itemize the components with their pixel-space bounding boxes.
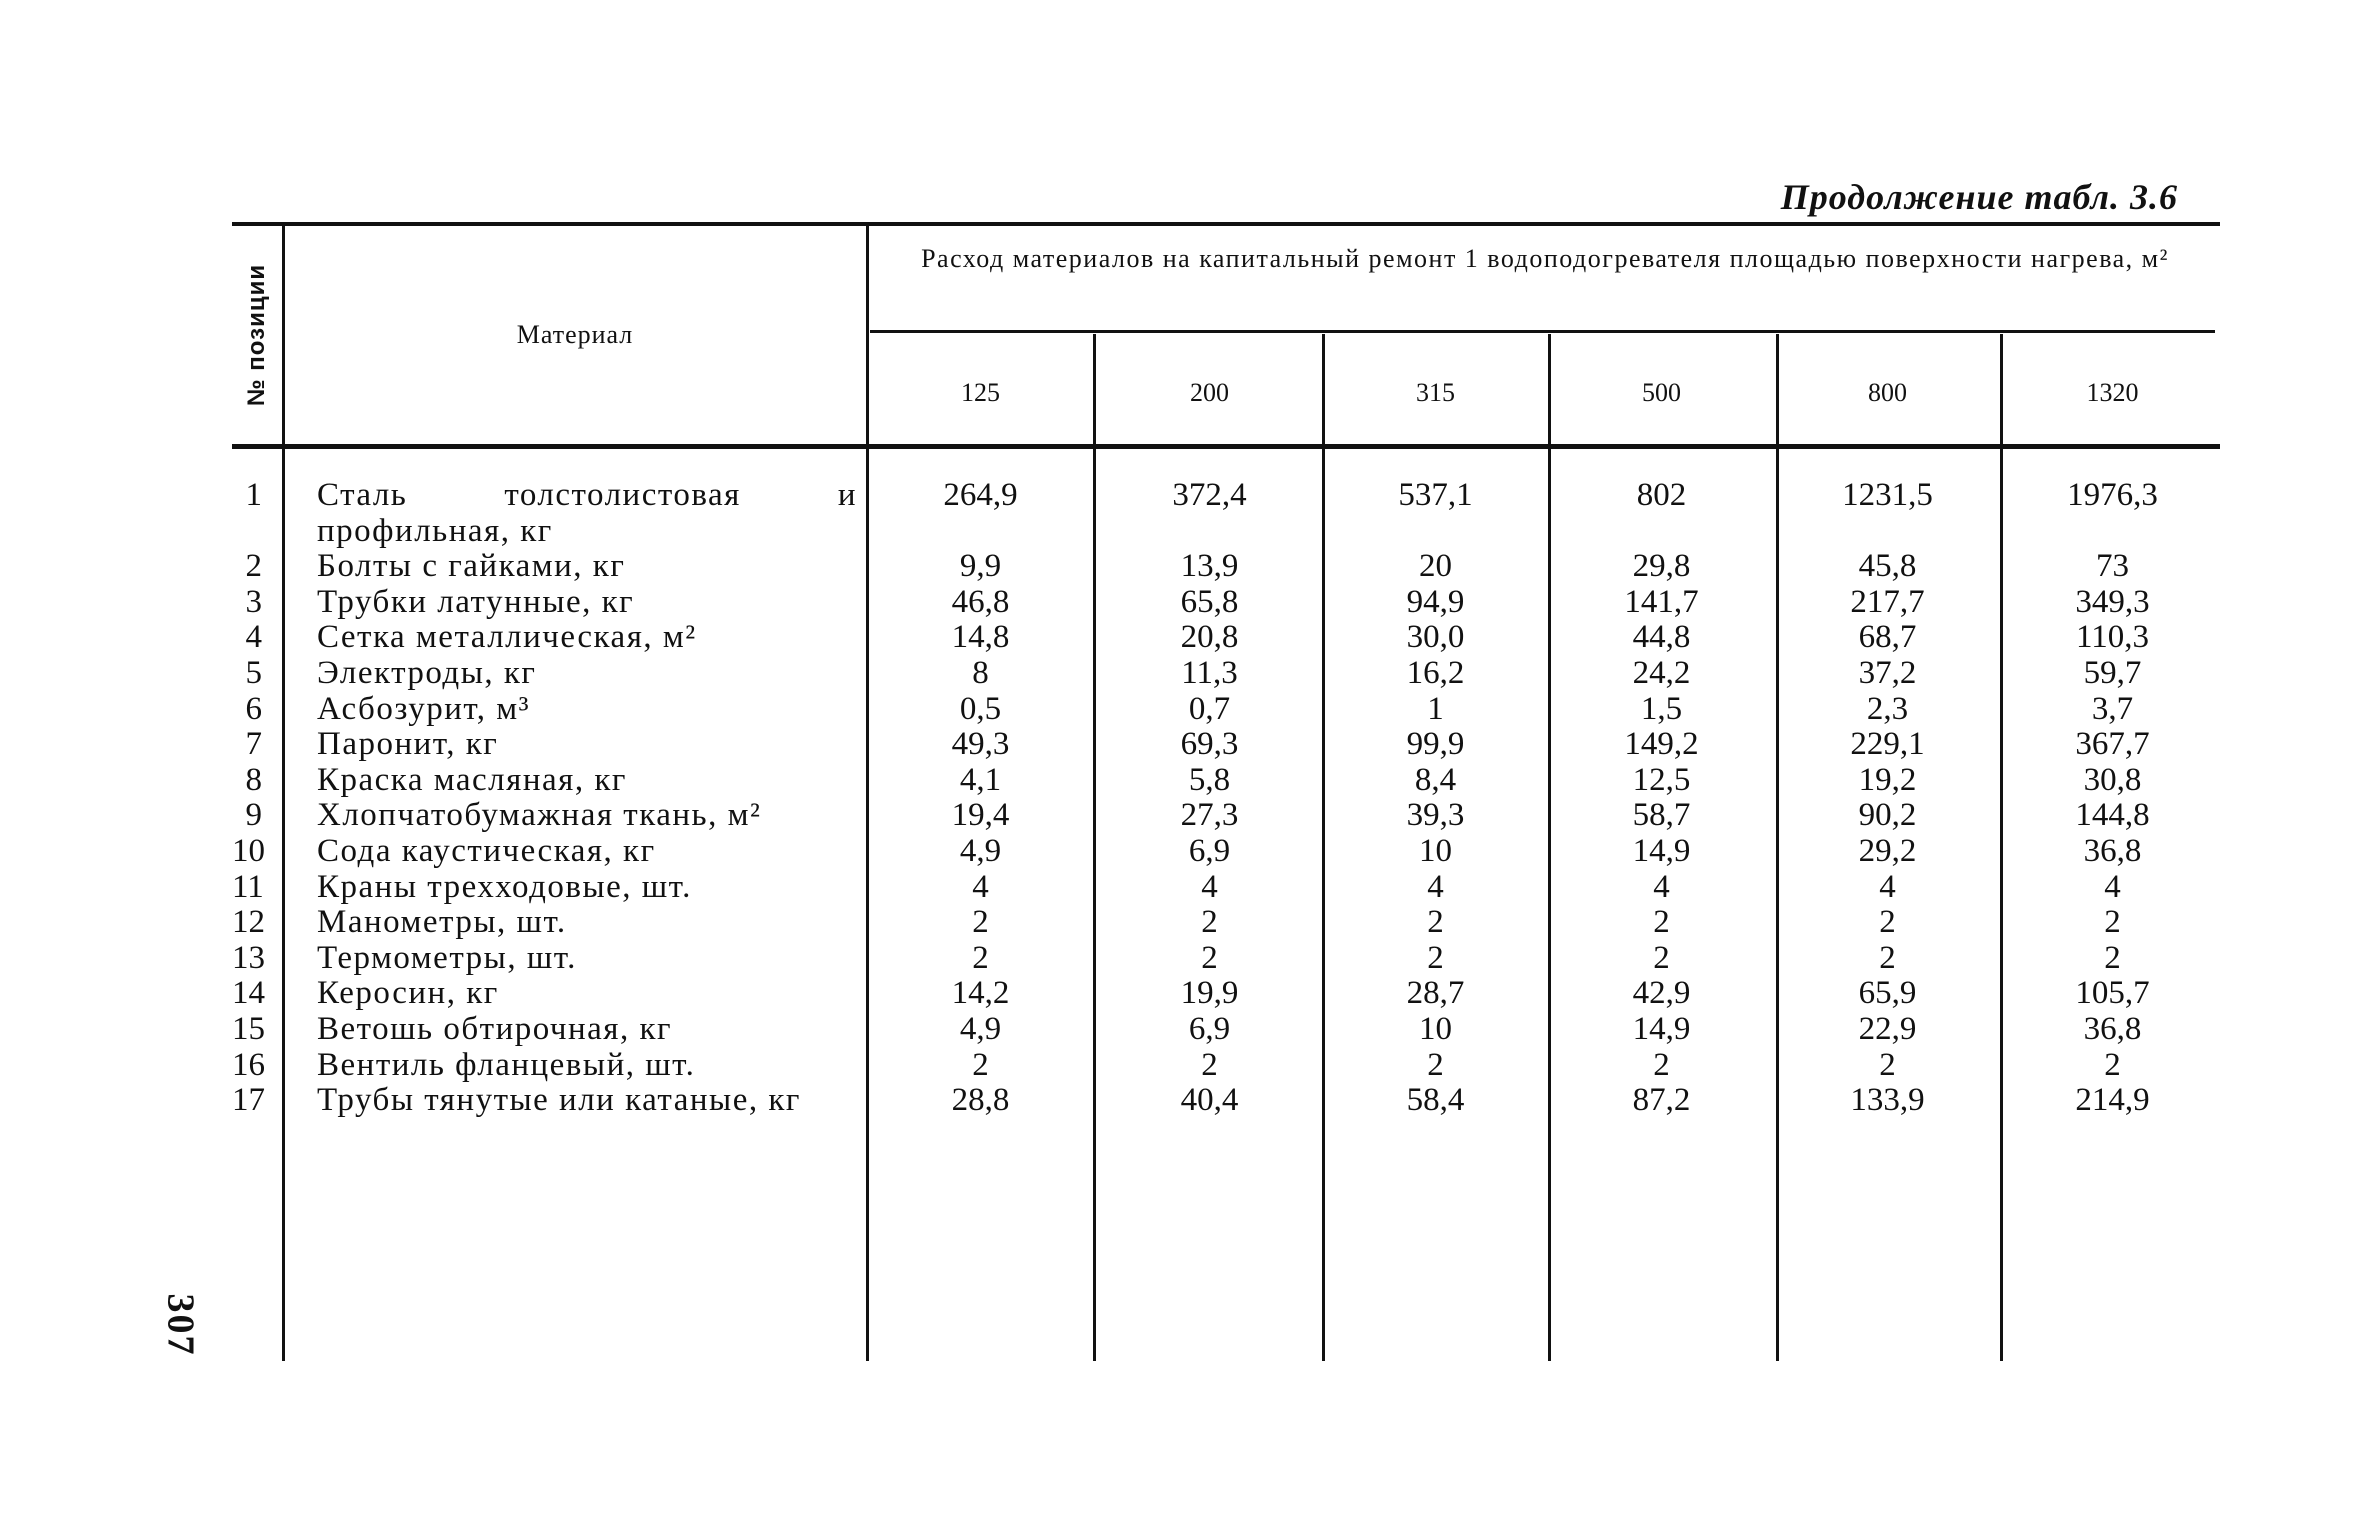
table-caption: Продолжение табл. 3.6 <box>1780 177 2178 217</box>
value-125: 46,8 <box>951 583 1010 620</box>
material-name: Вентиль фланцевый, шт. <box>317 1046 696 1083</box>
value-500: 149,2 <box>1624 726 1699 763</box>
row-number: 14 <box>232 975 265 1012</box>
position-column-header <box>232 226 282 444</box>
row-number: 6 <box>245 690 262 727</box>
row-number: 15 <box>232 1010 265 1047</box>
value-315: 94,9 <box>1406 583 1465 620</box>
value-125: 14,2 <box>951 975 1010 1012</box>
material-name: Электроды, кг <box>317 654 537 691</box>
value-1320: 367,7 <box>2075 726 2150 763</box>
value-315: 58,4 <box>1406 1082 1465 1119</box>
value-1320: 2 <box>2104 904 2121 941</box>
value-800: 217,7 <box>1850 583 1925 620</box>
row-number: 2 <box>245 548 262 585</box>
row-number: 11 <box>232 868 264 905</box>
page-number <box>140 1285 220 1365</box>
value-1320: 36,8 <box>2083 1010 2142 1047</box>
value-800: 4 <box>1879 868 1896 905</box>
value-315: 2 <box>1427 1046 1444 1083</box>
value-1320: 30,8 <box>2083 761 2142 798</box>
header-bottom-rule <box>232 444 2220 449</box>
value-315: 2 <box>1427 904 1444 941</box>
value-200: 65,8 <box>1180 583 1239 620</box>
value-1320: 349,3 <box>2075 583 2150 620</box>
value-800: 29,2 <box>1858 832 1917 869</box>
material-name: Ветошь обтирочная, кг <box>317 1010 673 1047</box>
value-500: 2 <box>1653 904 1670 941</box>
material-name: Сетка металлическая, м² <box>317 619 697 656</box>
value-500: 1,5 <box>1640 690 1683 727</box>
value-200: 0,7 <box>1188 690 1231 727</box>
value-500: 802 <box>1636 477 1687 513</box>
material-name: Манометры, шт. <box>317 904 567 941</box>
material-name: Асбозурит, м³ <box>317 690 531 727</box>
value-315: 537,1 <box>1398 477 1473 513</box>
material-name: Керосин, кг <box>317 975 499 1012</box>
value-200: 2 <box>1201 1046 1218 1083</box>
value-500: 4 <box>1653 868 1670 905</box>
value-315: 10 <box>1419 832 1452 869</box>
row-number: 17 <box>232 1082 265 1119</box>
value-125: 4,9 <box>959 1010 1002 1047</box>
row-number: 4 <box>245 619 262 656</box>
consumption-group-header: Расход материалов на капитальный ремонт 1 водоподогревателя площадью поверхности нагрева, м² <box>921 244 2169 273</box>
value-200: 20,8 <box>1180 619 1239 656</box>
value-125: 4,1 <box>959 761 1002 798</box>
value-200: 4 <box>1201 868 1218 905</box>
value-200: 40,4 <box>1180 1082 1239 1119</box>
row-number: 9 <box>245 797 262 834</box>
value-1320: 144,8 <box>2075 797 2150 834</box>
value-800: 65,9 <box>1858 975 1917 1012</box>
material-name: Паронит, кг <box>317 726 499 763</box>
row-number: 13 <box>232 939 265 976</box>
row-number: 7 <box>245 726 262 763</box>
value-200: 6,9 <box>1188 832 1231 869</box>
value-800: 229,1 <box>1850 726 1925 763</box>
value-500: 24,2 <box>1632 654 1691 691</box>
value-125: 2 <box>972 904 989 941</box>
value-500: 2 <box>1653 939 1670 976</box>
material-name: Хлопчатобумажная ткань, м² <box>317 797 762 834</box>
value-125: 9,9 <box>959 548 1002 585</box>
value-125: 28,8 <box>951 1082 1010 1119</box>
value-1320: 1976,3 <box>2067 477 2158 513</box>
value-1320: 2 <box>2104 939 2121 976</box>
position-header-label: № позиции <box>243 263 270 407</box>
value-800: 37,2 <box>1858 654 1917 691</box>
row-number: 8 <box>245 761 262 798</box>
row-number: 12 <box>232 904 265 941</box>
value-1320: 59,7 <box>2083 654 2142 691</box>
value-200: 2 <box>1201 904 1218 941</box>
value-200: 372,4 <box>1172 477 1247 513</box>
value-315: 99,9 <box>1406 726 1465 763</box>
value-500: 58,7 <box>1632 797 1691 834</box>
value-315: 10 <box>1419 1010 1452 1047</box>
row-number: 1 <box>245 477 262 513</box>
value-800: 2 <box>1879 1046 1896 1083</box>
material-name: Трубы тянутые или катаные, кг <box>317 1082 801 1119</box>
size-header-315: 315 <box>1416 378 1455 407</box>
value-1320: 105,7 <box>2075 975 2150 1012</box>
value-800: 2,3 <box>1866 690 1909 727</box>
value-200: 2 <box>1201 939 1218 976</box>
material-name: Сода каустическая, кг <box>317 832 656 869</box>
material-name: Болты с гайками, кг <box>317 548 626 585</box>
value-125: 4,9 <box>959 832 1002 869</box>
value-800: 22,9 <box>1858 1010 1917 1047</box>
value-1320: 36,8 <box>2083 832 2142 869</box>
material-name: Краны трехходовые, шт. <box>317 868 692 905</box>
value-500: 141,7 <box>1624 583 1699 620</box>
value-125: 8 <box>972 654 989 691</box>
size-header-500: 500 <box>1642 378 1681 407</box>
value-500: 14,9 <box>1632 1010 1691 1047</box>
value-200: 69,3 <box>1180 726 1239 763</box>
value-800: 90,2 <box>1858 797 1917 834</box>
value-1320: 73 <box>2096 548 2129 585</box>
value-200: 6,9 <box>1188 1010 1231 1047</box>
value-125: 49,3 <box>951 726 1010 763</box>
value-200: 27,3 <box>1180 797 1239 834</box>
value-200: 5,8 <box>1188 761 1231 798</box>
value-315: 39,3 <box>1406 797 1465 834</box>
value-500: 42,9 <box>1632 975 1691 1012</box>
value-200: 11,3 <box>1181 654 1238 691</box>
value-315: 4 <box>1427 868 1444 905</box>
column-divider <box>1093 334 1096 1361</box>
value-125: 0,5 <box>959 690 1002 727</box>
row-number: 3 <box>245 583 262 620</box>
row-number: 16 <box>232 1046 265 1083</box>
value-500: 12,5 <box>1632 761 1691 798</box>
value-500: 87,2 <box>1632 1082 1691 1119</box>
value-1320: 4 <box>2104 868 2121 905</box>
value-125: 19,4 <box>951 797 1010 834</box>
value-800: 133,9 <box>1850 1082 1925 1119</box>
value-315: 1 <box>1427 690 1444 727</box>
value-315: 30,0 <box>1406 619 1465 656</box>
material-name: Трубки латунные, кг <box>317 583 635 620</box>
value-315: 8,4 <box>1414 761 1457 798</box>
value-800: 68,7 <box>1858 619 1917 656</box>
value-800: 1231,5 <box>1842 477 1933 513</box>
value-500: 2 <box>1653 1046 1670 1083</box>
value-800: 45,8 <box>1858 548 1917 585</box>
value-800: 2 <box>1879 904 1896 941</box>
material-name: Краска масляная, кг <box>317 761 627 798</box>
value-125: 2 <box>972 939 989 976</box>
value-500: 14,9 <box>1632 832 1691 869</box>
value-315: 28,7 <box>1406 975 1465 1012</box>
value-1320: 110,3 <box>2075 619 2150 656</box>
value-315: 2 <box>1427 939 1444 976</box>
size-header-125: 125 <box>961 378 1000 407</box>
value-800: 19,2 <box>1858 761 1917 798</box>
row-number: 5 <box>245 654 262 691</box>
value-500: 44,8 <box>1632 619 1691 656</box>
value-200: 13,9 <box>1180 548 1239 585</box>
material-column-header: Материал <box>516 320 634 349</box>
value-125: 264,9 <box>943 477 1018 513</box>
size-header-800: 800 <box>1868 378 1907 407</box>
material-name: Сталь толстолистовая и профильная, кг <box>317 477 857 549</box>
value-1320: 3,7 <box>2091 690 2134 727</box>
size-header-1320: 1320 <box>2086 378 2139 407</box>
material-name: Термометры, шт. <box>317 939 577 976</box>
value-125: 14,8 <box>951 619 1010 656</box>
value-200: 19,9 <box>1180 975 1239 1012</box>
value-500: 29,8 <box>1632 548 1691 585</box>
value-800: 2 <box>1879 939 1896 976</box>
value-1320: 214,9 <box>2075 1082 2150 1119</box>
row-number: 10 <box>232 832 265 869</box>
value-315: 20 <box>1419 548 1452 585</box>
value-315: 16,2 <box>1406 654 1465 691</box>
header-group-rule <box>870 330 2215 333</box>
value-125: 2 <box>972 1046 989 1083</box>
value-1320: 2 <box>2104 1046 2121 1083</box>
page-number-text: 307 <box>159 1293 201 1357</box>
size-header-200: 200 <box>1190 378 1229 407</box>
value-125: 4 <box>972 868 989 905</box>
